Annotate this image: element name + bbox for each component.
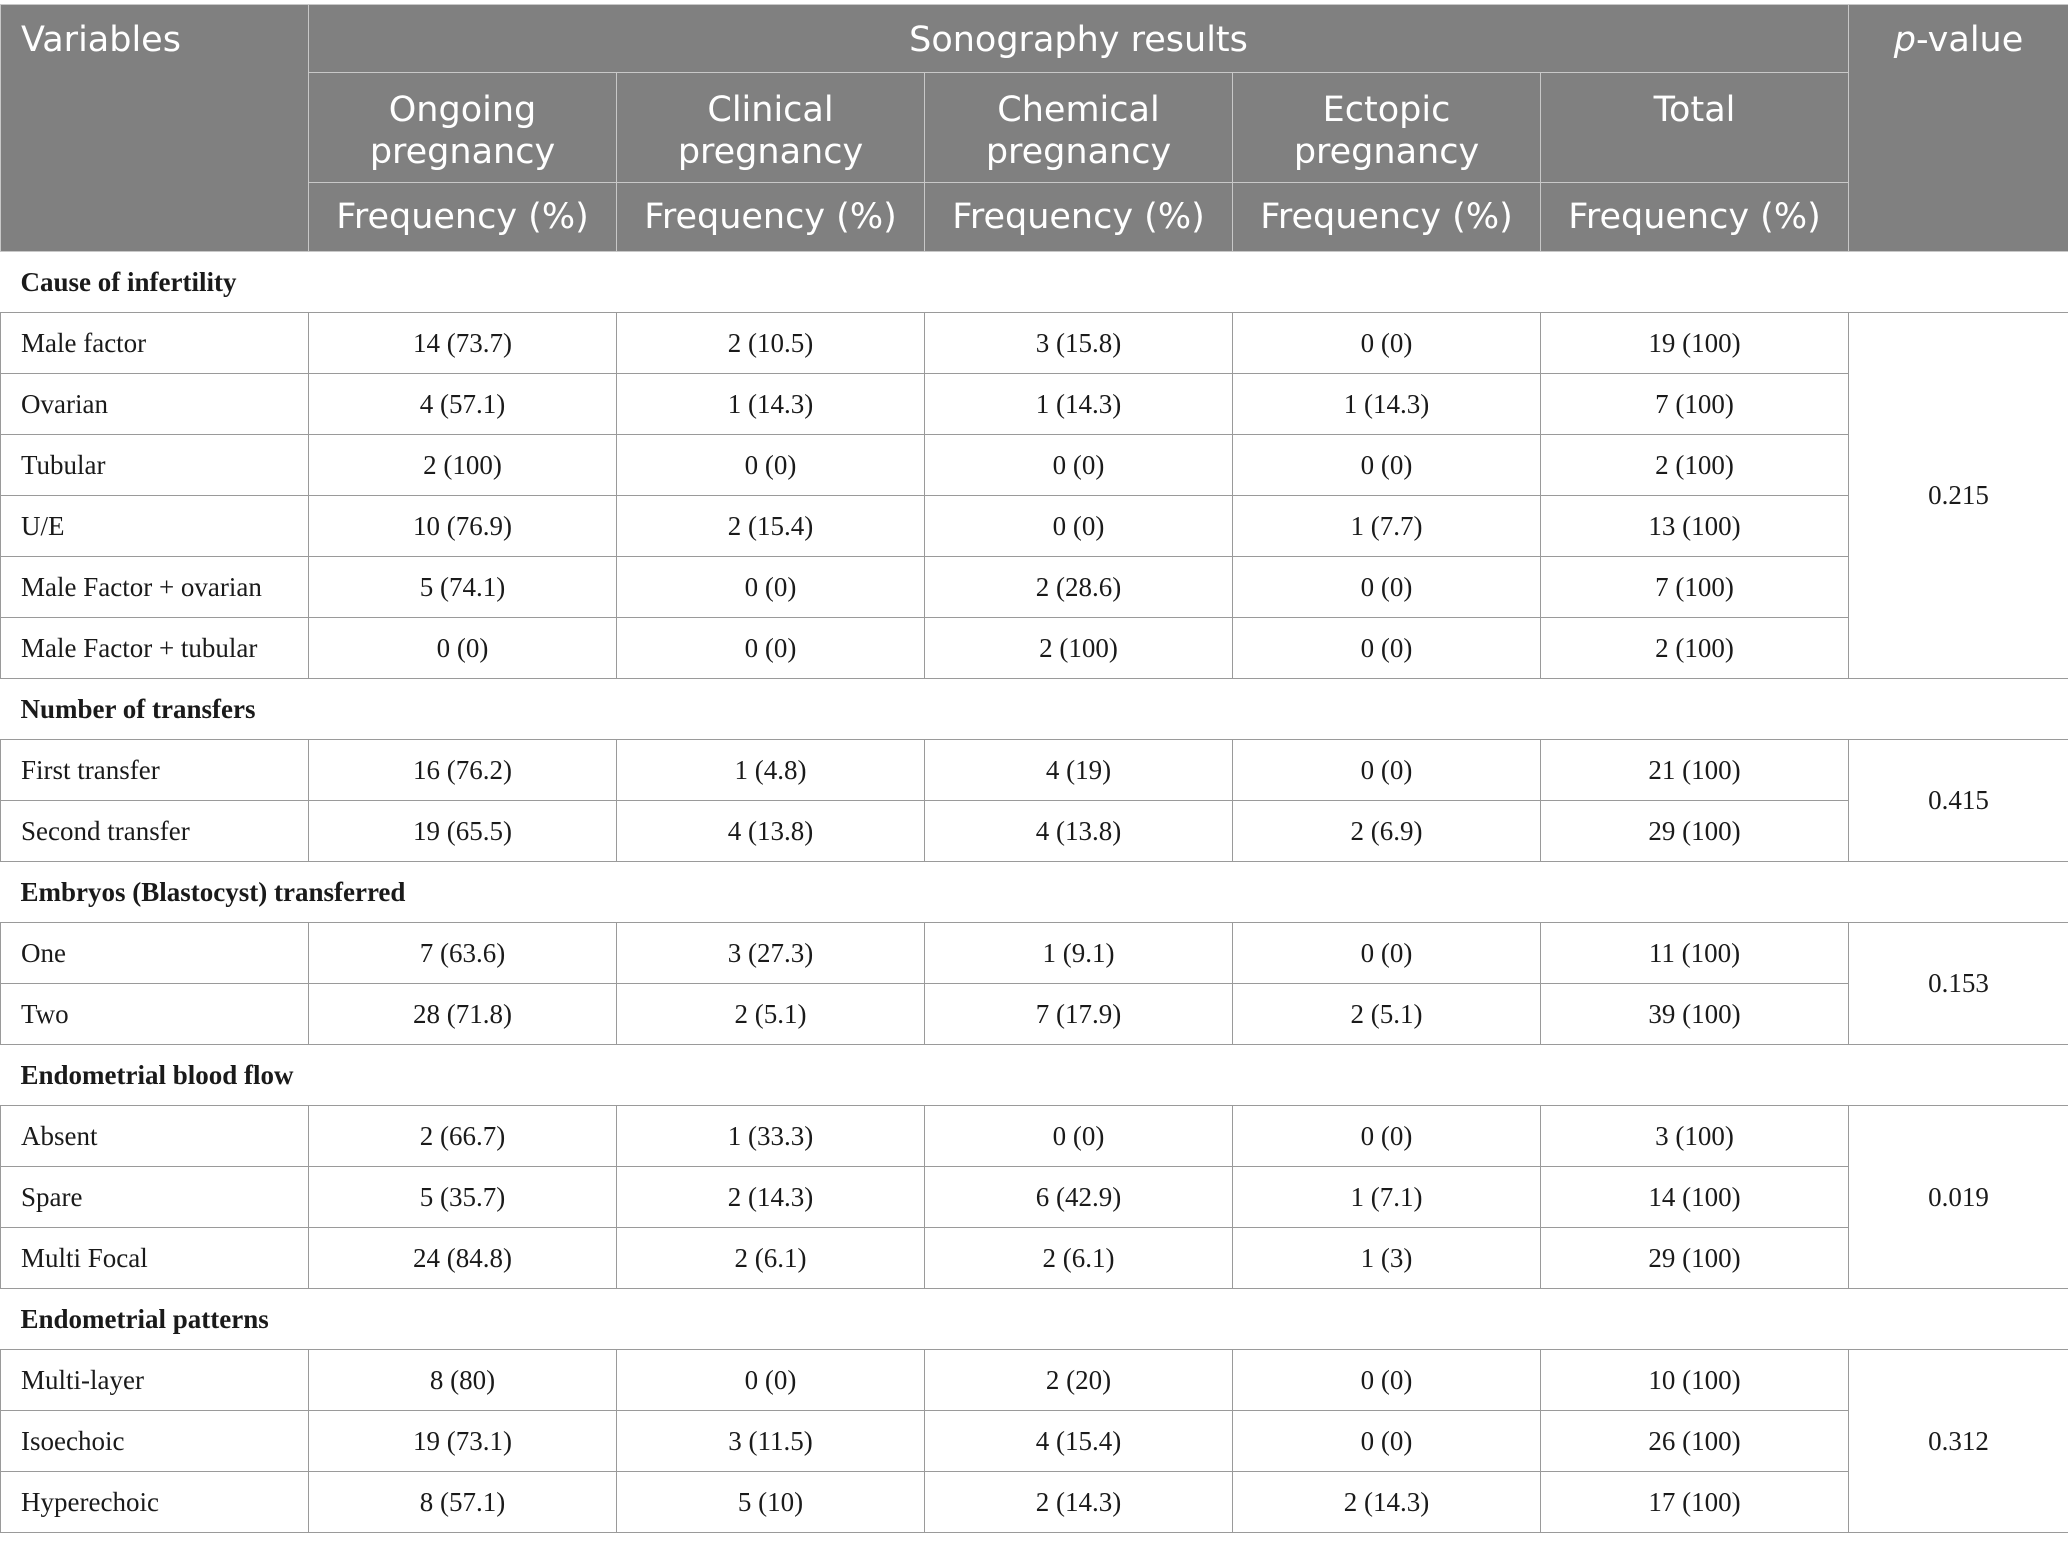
table-cell: 14 (73.7) [309, 313, 617, 374]
table-cell: 0 (0) [1233, 1106, 1541, 1167]
header-ongoing: Ongoing pregnancy [309, 73, 617, 183]
header-frequency: Frequency (%) [1233, 183, 1541, 252]
table-body [1, 252, 2068, 1533]
table-row [1, 435, 2068, 496]
table-cell: 4 (19) [925, 740, 1233, 801]
header-frequency: Frequency (%) [925, 183, 1233, 252]
table-row [1, 1167, 2068, 1228]
row-label: Male Factor + tubular [1, 618, 309, 679]
table-cell: 4 (57.1) [309, 374, 617, 435]
table-cell: 2 (5.1) [1233, 984, 1541, 1045]
table-cell: 1 (4.8) [617, 740, 925, 801]
table-cell: 8 (80) [309, 1350, 617, 1411]
section-title: Number of transfers [1, 679, 2068, 740]
table-row [1, 496, 2068, 557]
section-row [1, 1289, 2068, 1350]
table-cell: 1 (33.3) [617, 1106, 925, 1167]
table-cell: 2 (6.1) [925, 1228, 1233, 1289]
table-cell: 5 (74.1) [309, 557, 617, 618]
header-clinical: Clinical pregnancy [617, 73, 925, 183]
table-cell: 3 (100) [1541, 1106, 1849, 1167]
table-row [1, 1411, 2068, 1472]
table-cell: 2 (100) [1541, 435, 1849, 496]
table-cell: 5 (10) [617, 1472, 925, 1533]
table-cell: 1 (9.1) [925, 923, 1233, 984]
header-frequency: Frequency (%) [1541, 183, 1849, 252]
table-cell: 0 (0) [617, 1350, 925, 1411]
table-cell: 8 (57.1) [309, 1472, 617, 1533]
table-row [1, 374, 2068, 435]
table-cell: 10 (100) [1541, 1350, 1849, 1411]
table-cell: 1 (14.3) [925, 374, 1233, 435]
row-label: Tubular [1, 435, 309, 496]
row-label: Spare [1, 1167, 309, 1228]
row-label: Absent [1, 1106, 309, 1167]
table-row [1, 313, 2068, 374]
section-row [1, 679, 2068, 740]
table-cell: 19 (65.5) [309, 801, 617, 862]
table-cell: 13 (100) [1541, 496, 1849, 557]
section-title: Embryos (Blastocyst) transferred [1, 862, 2068, 923]
header-p-rest: -value [1915, 20, 2024, 60]
table-row [1, 618, 2068, 679]
table-cell: 24 (84.8) [309, 1228, 617, 1289]
table-cell: 0 (0) [1233, 1411, 1541, 1472]
row-label: Second transfer [1, 801, 309, 862]
row-label: Isoechoic [1, 1411, 309, 1472]
table-cell: 2 (20) [925, 1350, 1233, 1411]
section-title: Endometrial blood flow [1, 1045, 2068, 1106]
table-cell: 0 (0) [925, 1106, 1233, 1167]
table-cell: 14 (100) [1541, 1167, 1849, 1228]
header-chemical: Chemical pregnancy [925, 73, 1233, 183]
table-row [1, 1472, 2068, 1533]
table-cell: 11 (100) [1541, 923, 1849, 984]
table-row [1, 1228, 2068, 1289]
table-row [1, 984, 2068, 1045]
table-header [1, 5, 2068, 252]
header-frequency: Frequency (%) [309, 183, 617, 252]
table-cell: 3 (27.3) [617, 923, 925, 984]
table-cell: 0 (0) [1233, 618, 1541, 679]
table-cell: 29 (100) [1541, 1228, 1849, 1289]
section-row [1, 252, 2068, 313]
table-cell: 0 (0) [617, 557, 925, 618]
table-cell: 2 (10.5) [617, 313, 925, 374]
table-cell: 0 (0) [617, 618, 925, 679]
table-cell: 1 (7.1) [1233, 1167, 1541, 1228]
table-row [1, 740, 2068, 801]
table-row [1, 557, 2068, 618]
table-cell: 7 (100) [1541, 557, 1849, 618]
section-title: Cause of infertility [1, 252, 2068, 313]
table-cell: 2 (6.9) [1233, 801, 1541, 862]
table-cell: 0 (0) [1233, 313, 1541, 374]
p-value-cell: 0.019 [1849, 1106, 2068, 1289]
table-cell: 0 (0) [925, 496, 1233, 557]
table-cell: 19 (100) [1541, 313, 1849, 374]
table-cell: 1 (7.7) [1233, 496, 1541, 557]
header-frequency: Frequency (%) [617, 183, 925, 252]
table-cell: 1 (3) [1233, 1228, 1541, 1289]
table-cell: 0 (0) [925, 435, 1233, 496]
row-label: Ovarian [1, 374, 309, 435]
p-value-cell: 0.312 [1849, 1350, 2068, 1533]
table-cell: 0 (0) [1233, 557, 1541, 618]
table-row [1, 1350, 2068, 1411]
header-ectopic: Ectopic pregnancy [1233, 73, 1541, 183]
table-cell: 29 (100) [1541, 801, 1849, 862]
table-cell: 0 (0) [1233, 435, 1541, 496]
row-label: Male Factor + ovarian [1, 557, 309, 618]
row-label: Multi-layer [1, 1350, 309, 1411]
table-row [1, 923, 2068, 984]
table-cell: 7 (63.6) [309, 923, 617, 984]
header-variables: Variables [1, 5, 309, 252]
table-cell: 1 (14.3) [617, 374, 925, 435]
header-p-italic: p [1893, 20, 1916, 60]
table-cell: 21 (100) [1541, 740, 1849, 801]
table-cell: 3 (15.8) [925, 313, 1233, 374]
table-cell: 2 (100) [309, 435, 617, 496]
table-cell: 6 (42.9) [925, 1167, 1233, 1228]
table-cell: 4 (15.4) [925, 1411, 1233, 1472]
table-cell: 26 (100) [1541, 1411, 1849, 1472]
table-cell: 2 (100) [925, 618, 1233, 679]
table-cell: 4 (13.8) [617, 801, 925, 862]
row-label: One [1, 923, 309, 984]
row-label: U/E [1, 496, 309, 557]
table-cell: 10 (76.9) [309, 496, 617, 557]
table-cell: 0 (0) [1233, 1350, 1541, 1411]
row-label: Hyperechoic [1, 1472, 309, 1533]
table-cell: 2 (28.6) [925, 557, 1233, 618]
table-cell: 7 (100) [1541, 374, 1849, 435]
table-cell: 2 (14.3) [617, 1167, 925, 1228]
data-table [0, 4, 2068, 1533]
table-cell: 2 (100) [1541, 618, 1849, 679]
table-cell: 0 (0) [309, 618, 617, 679]
table-row [1, 1106, 2068, 1167]
header-sonography-results: Sonography results [309, 5, 1849, 73]
table-cell: 2 (6.1) [617, 1228, 925, 1289]
table-cell: 2 (66.7) [309, 1106, 617, 1167]
table-cell: 1 (14.3) [1233, 374, 1541, 435]
table-cell: 2 (14.3) [1233, 1472, 1541, 1533]
section-row [1, 1045, 2068, 1106]
row-label: Two [1, 984, 309, 1045]
table-cell: 2 (5.1) [617, 984, 925, 1045]
row-label: Multi Focal [1, 1228, 309, 1289]
table-cell: 16 (76.2) [309, 740, 617, 801]
table-cell: 28 (71.8) [309, 984, 617, 1045]
table-cell: 39 (100) [1541, 984, 1849, 1045]
table-cell: 2 (14.3) [925, 1472, 1233, 1533]
table-cell: 0 (0) [1233, 923, 1541, 984]
header-p-value [1849, 5, 2068, 252]
row-label: First transfer [1, 740, 309, 801]
table-cell: 0 (0) [1233, 740, 1541, 801]
table-container [0, 4, 2068, 1533]
table-cell: 4 (13.8) [925, 801, 1233, 862]
table-cell: 0 (0) [617, 435, 925, 496]
header-total: Total [1541, 73, 1849, 183]
p-value-cell: 0.415 [1849, 740, 2068, 862]
p-value-cell: 0.153 [1849, 923, 2068, 1045]
table-cell: 3 (11.5) [617, 1411, 925, 1472]
table-row [1, 801, 2068, 862]
section-title: Endometrial patterns [1, 1289, 2068, 1350]
row-label: Male factor [1, 313, 309, 374]
table-cell: 17 (100) [1541, 1472, 1849, 1533]
table-cell: 2 (15.4) [617, 496, 925, 557]
section-row [1, 862, 2068, 923]
table-cell: 7 (17.9) [925, 984, 1233, 1045]
table-cell: 19 (73.1) [309, 1411, 617, 1472]
table-cell: 5 (35.7) [309, 1167, 617, 1228]
p-value-cell: 0.215 [1849, 313, 2068, 679]
